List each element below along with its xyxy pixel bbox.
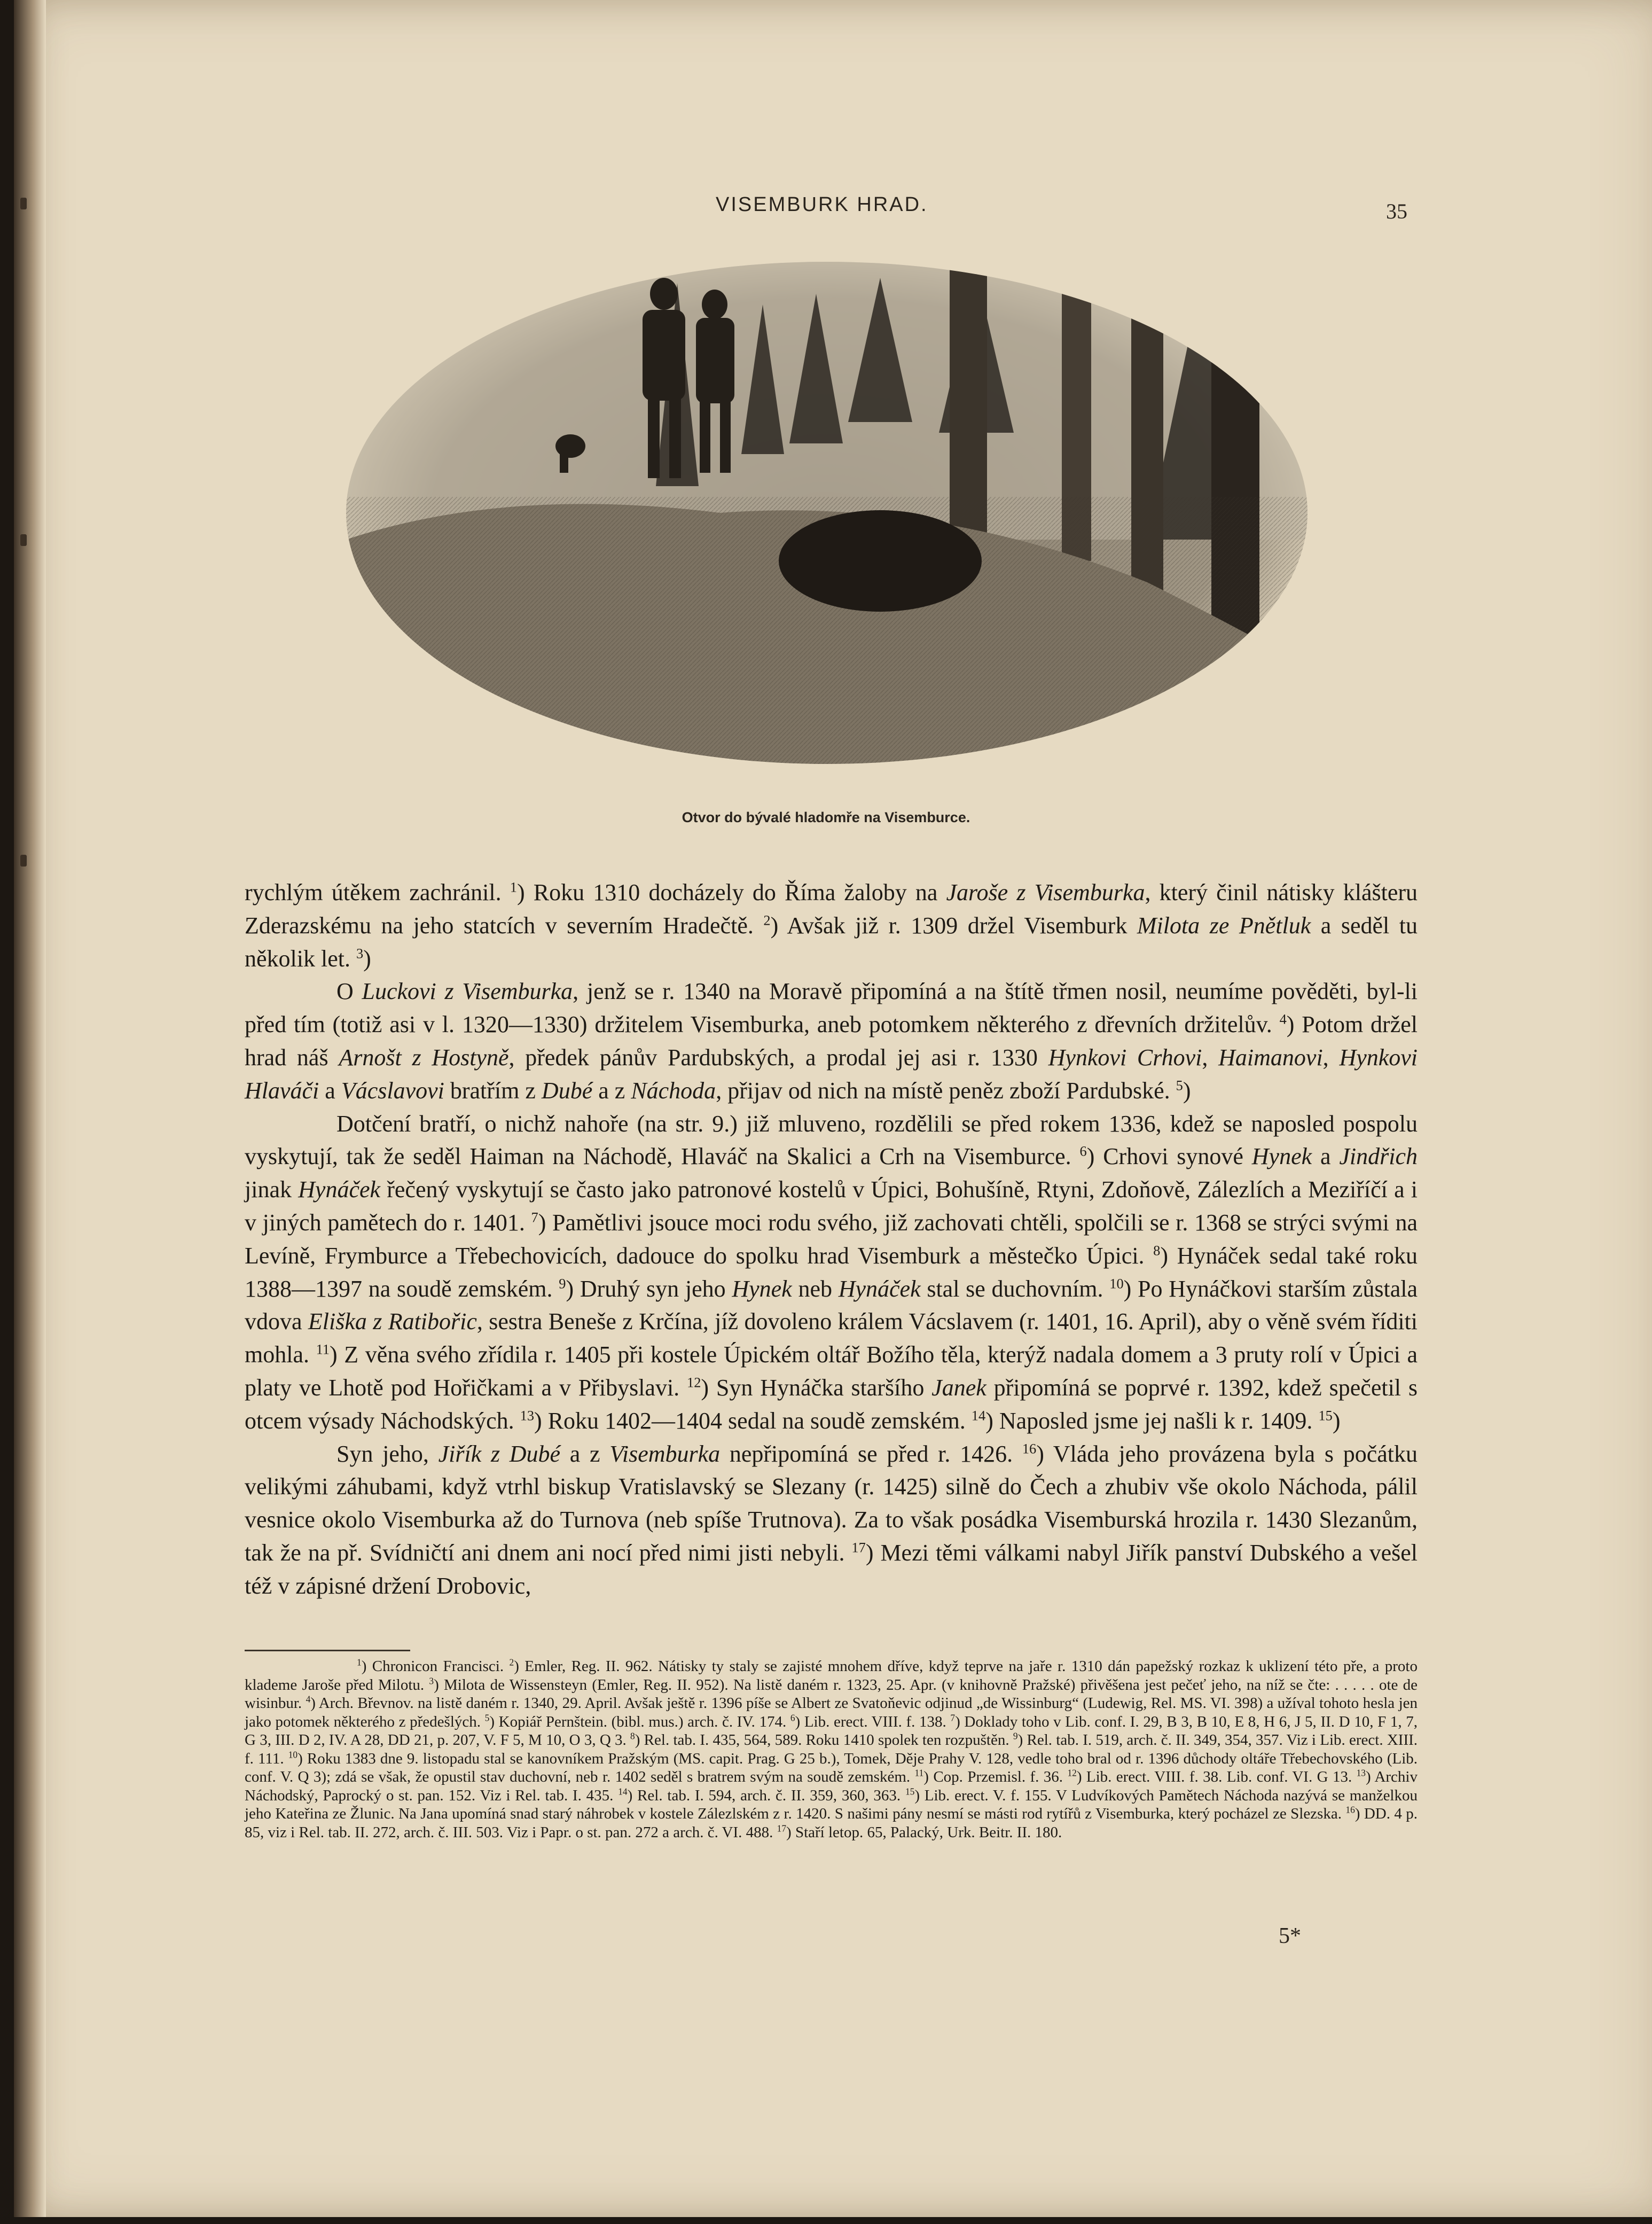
body-paragraph: Syn jeho, Jiřík z Dubé a z Visemburka nepřipomíná se před r. 1426. $^{16}$) Vláda jeho provázena byla s počátku velikými záhubami, když vtrhl biskup Vratislavský se Slezany (r. 1425) silně do Čech a zhubiv vše okolo Náchoda, pálil vesnice okolo Visemburka až do Turnova (neb spíše Trutnova). Za to však posádka Visemburská hrozila r. 1430 Slezanům, tak že na př. Svídničtí ani dnem ani nocí před nimi jisti nebyli. $^{17}$) Mezi těmi válkami nabyl Jiřík panství Dubského a vešel též v zápisné držení Drobovic, [245,1440,1418,1599]
binding-mark [20,855,27,867]
footnotes: $^1$) Chronicon Francisci. $^2$) Emler, Reg. II. 962. Nátisky ty staly se zajisté mnohem dříve, když teprve na jaře r. 1310 dán papežský rozkaz k uklizení této pře, a proto klademe Jaroše před Milotu. $^3$) Milota de Wissensteyn (Emler, Reg. II. 952). Na listě daném r. 1323, 25. Apr. (v knihovně Pražské) přivěšena jest pečeť jeho, na níž se čte: . . . . . ote de wisinbur. $^4$) Arch. Břevnov. na listě daném r. 1340, 29. April. Avšak ještě r. 1396 píše se Albert ze Svatoňevic odjinud „de Wissinburg“ (Ludewig, Rel. MS. VI. 398) a užíval tohoto hesla jen jako potomek některého z předešlých. $^5$) Kopiář Pernštein. (bibl. mus.) arch. č. IV. 174. $^6$) Lib. erect. VIII. f. 138. $^7$) Doklady toho v Lib. conf. I. 29, B 3, B 10, E 8, H 6, J 5, II. D 10, F 1, 7, G 3, III. D 2, IV. A 28, DD 21, p. 207, V. F 5, M 10, O 3, Q 3. $^8$) Rel. tab. I. 435, 564, 589. Roku 1410 spolek ten rozpuštěn. $^9$) Rel. tab. I. 519, arch. č. II. 349, 354, 357. Viz i Lib. erect. XIII. f. 111. $^{10}$) Roku 1383 dne 9. listopadu stal se kanovníkem Pražským (MS. capit. Prag. G 25 b.), Tomek, Děje Prahy V. 128, vedle toho bral od r. 1396 důchody oltáře Třebechovského (Lib. conf. V. Q 3); zdá se však, že opustil stav duchovní, neb r. 1402 seděl s bratrem svým na soudě zemském. $^{11}$) Cop. Przemisl. f. 36. $^{12}$) Lib. erect. VIII. f. 38. Lib. conf. VI. G 13. $^{13}$) Archiv Náchodský, Paprocký o st. pan. 152. Viz i Rel. tab. I. 435. $^{14}$) Rel. tab. I. 594, arch. č. II. 359, 360, 363. $^{15}$) Lib. erect. V. f. 155. V Ludvíkových Pamětech Náchoda nazývá se manželkou jeho Kateřina ze Žlunic. Na Jana upomíná snad starý náhrobek v kostele Zálezlském z r. 1420. S našimi pány nesmí se másti rod rytířů z Visemburka, který pocházel ze Slezska. $^{16}$) DD. 4 p. 85, viz i Rel. tab. II. 272, arch. č. III. 503. Viz i Papr. o st. pan. 272 a arch. č. VI. 488. $^{17}$) Staří letop. 65, Palacký, Urk. Beitr. II. 180. [245,1657,1418,1841]
binding-gutter [14,0,46,2217]
footnote-rule [245,1650,410,1651]
binding-mark [20,534,27,546]
body-paragraph: Dotčení bratří, o nichž nahoře (na str. 9.) již mluveno, rozdělili se před rokem 1336, kdež se naposled pospolu vyskytují, tak že seděl Haiman na Náchodě, Hlaváč na Skalici a Crh na Visemburce. $^6$) Crhovi synové Hynek a Jindřich jinak Hynáček řečený vyskytují se často jako patronové kostelů v Úpici, Bohušíně, Rtyni, Zdoňově, Zálezlích a Meziříčí a i v jiných pamětech do r. 1401. $^7$) Pamětlivi jsouce moci rodu svého, již zachovati chtěli, spolčili se r. 1368 se strýci svými na Levíně, Frymburce a Třebechovicích, dadouce do spolku hrad Visemburk a městečko Úpici. $^8$) Hynáček sedal také roku 1388—1397 na soudě zemském. $^9$) Druhý syn jeho Hynek neb Hynáček stal se duchovním. $^{10}$) Po Hynáčkovi starším zůstala vdova Eliška z Ratibořic, sestra Beneše z Krčína, jíž dovoleno králem Vácslavem (r. 1401, 16. April), aby o věně svém říditi mohla. $^{11}$) Z věna svého zřídila r. 1405 při kostele Úpickém oltář Božího těla, kterýž nadala domem a 3 pruty rolí v Úpici a platy ve Lhotě pod Hořičkami a v Přibyslavi. $^{12}$) Syn Hynáčka staršího Janek připomíná se poprvé r. 1392, kdež spečetil s otcem výsady Náchodských. $^{13}$) Roku 1402—1404 sedal na soudě zemském. $^{14}$) Naposled jsme jej našli k r. 1409. $^{15}$) [245,1110,1418,1434]
signature-mark: 5* [1279,1924,1301,1948]
body-paragraph: O Luckovi z Visemburka, jenž se r. 1340 na Moravě připomíná a na štítě třmen nosil, neumíme pověděti, byl-li před tím (totiž asi v l. 1320—1330) držitelem Visemburka, aneb potomkem některého z dřevních držitelův. $^4$) Potom držel hrad náš Arnošt z Hostyně, předek pánův Pardubských, a prodal jej asi r. 1330 Hynkovi Crhovi, Haimanovi, Hynkovi Hlaváči a Vácslavovi bratřím z Dubé a z Náchoda, přijav od nich na místě peněz zboží Pardubské. $^5$) [245,978,1418,1104]
body-text [245,876,1418,1603]
binding-mark [20,198,27,209]
body-paragraph: rychlým útěkem zachránil. $^1$) Roku 1310 docházely do Říma žaloby na Jaroše z Visemburka, který činil nátisky klášteru Zderazskému na jeho statcích v severním Hradečtě. $^2$) Avšak již r. 1309 držel Visemburk Milota ze Pnětluk a seděl tu několik let. $^3$) [245,879,1418,972]
engraving-illustration [346,262,1307,796]
illustration-caption: Otvor do bývalé hladomře na Visemburce. [682,809,970,825]
running-head-title: VISEMBURK HRAD. [716,193,928,216]
page-number: 35 [1386,199,1407,223]
